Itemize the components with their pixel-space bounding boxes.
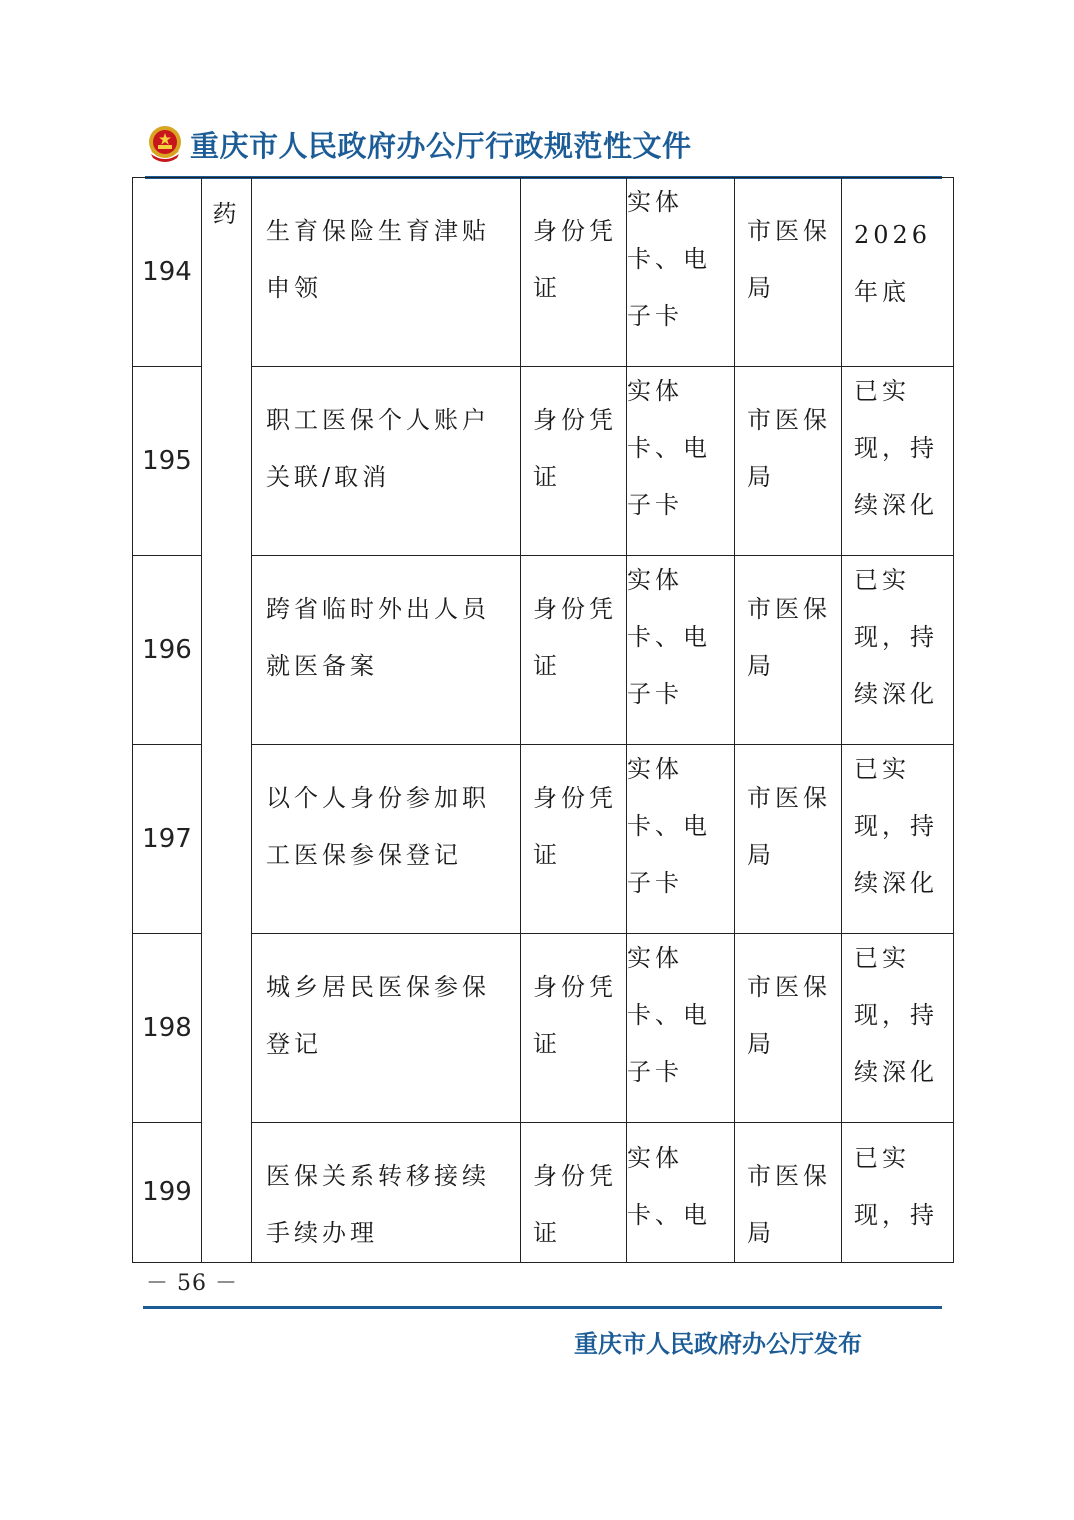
- card-type: 实体卡、电子卡: [627, 944, 711, 1086]
- card-type-cell: [627, 1123, 735, 1263]
- timeline: 2026 年底: [854, 221, 932, 306]
- table-row: [133, 934, 954, 1123]
- department: 市医保局: [747, 406, 831, 491]
- id-credential-cell: [521, 556, 627, 745]
- id-credential-cell: [521, 934, 627, 1123]
- item-name: 以个人身份参加职工医保参保登记: [266, 784, 490, 869]
- table-row: [133, 1123, 954, 1263]
- item-name-cell: [252, 934, 521, 1123]
- department: 市医保局: [747, 217, 831, 302]
- card-type: 实体卡、电子卡: [627, 755, 711, 897]
- timeline-cell: [842, 556, 954, 745]
- card-type-cell: [627, 556, 735, 745]
- item-name-cell: [252, 178, 521, 367]
- item-number: 195: [133, 367, 202, 556]
- department-cell: [735, 178, 842, 367]
- id-credential-cell: [521, 745, 627, 934]
- item-name: 医保关系转移接续手续办理: [266, 1162, 490, 1247]
- department-cell: [735, 367, 842, 556]
- card-type: 实体卡、电子卡: [627, 377, 711, 519]
- item-name: 城乡居民医保参保登记: [266, 973, 490, 1058]
- department-cell: [735, 745, 842, 934]
- publisher-label: 重庆市人民政府办公厅发布: [574, 1330, 862, 1358]
- card-type: 实体卡、电: [627, 1144, 711, 1229]
- card-type-cell: [627, 367, 735, 556]
- department-cell: [735, 556, 842, 745]
- item-number: 198: [133, 934, 202, 1123]
- timeline: 已实现，持续深化: [854, 566, 938, 708]
- item-name: 生育保险生育津贴申领: [266, 217, 490, 302]
- document-header: [146, 122, 692, 166]
- department: 市医保局: [747, 595, 831, 680]
- document-title: 重庆市人民政府办公厅行政规范性文件: [190, 128, 692, 163]
- department: 市医保局: [747, 973, 831, 1058]
- table-row: [133, 367, 954, 556]
- department: 市医保局: [747, 1162, 831, 1247]
- timeline: 已实现，持: [854, 1144, 938, 1229]
- item-number: 199: [133, 1123, 202, 1263]
- id-credential: 身份凭证: [533, 1162, 617, 1247]
- timeline-cell: [842, 367, 954, 556]
- timeline-cell: [842, 745, 954, 934]
- card-type-cell: [627, 178, 735, 367]
- item-name: 跨省临时外出人员就医备案: [266, 595, 490, 680]
- footer-divider: [143, 1306, 942, 1309]
- timeline-cell: [842, 934, 954, 1123]
- national-emblem-icon: [146, 124, 184, 164]
- id-credential: 身份凭证: [533, 595, 617, 680]
- category-cell: [202, 178, 252, 1263]
- card-type: 实体卡、电子卡: [627, 566, 711, 708]
- item-name: 职工医保个人账户关联/取消: [266, 406, 490, 491]
- item-number: 197: [133, 745, 202, 934]
- timeline: 已实现，持续深化: [854, 755, 938, 897]
- timeline: 已实现，持续深化: [854, 944, 938, 1086]
- department-cell: [735, 1123, 842, 1263]
- service-items-table: [132, 177, 954, 1263]
- item-name-cell: [252, 1123, 521, 1263]
- id-credential: 身份凭证: [533, 784, 617, 869]
- timeline-cell: [842, 1123, 954, 1263]
- item-name-cell: [252, 367, 521, 556]
- item-name-cell: [252, 745, 521, 934]
- item-name-cell: [252, 556, 521, 745]
- card-type-cell: [627, 934, 735, 1123]
- category-label: 药: [212, 200, 241, 228]
- timeline: 已实现，持续深化: [854, 377, 938, 519]
- id-credential: 身份凭证: [533, 973, 617, 1058]
- item-number: 194: [133, 178, 202, 367]
- table-row: [133, 556, 954, 745]
- item-number: 196: [133, 556, 202, 745]
- table-row: [133, 178, 954, 367]
- id-credential-cell: [521, 1123, 627, 1263]
- department: 市医保局: [747, 784, 831, 869]
- page-number: － 56 －: [146, 1271, 238, 1296]
- id-credential: 身份凭证: [533, 406, 617, 491]
- id-credential-cell: [521, 178, 627, 367]
- card-type-cell: [627, 745, 735, 934]
- id-credential-cell: [521, 367, 627, 556]
- table-row: [133, 745, 954, 934]
- id-credential: 身份凭证: [533, 217, 617, 302]
- card-type: 实体卡、电子卡: [627, 188, 711, 330]
- department-cell: [735, 934, 842, 1123]
- timeline-cell: [842, 178, 954, 367]
